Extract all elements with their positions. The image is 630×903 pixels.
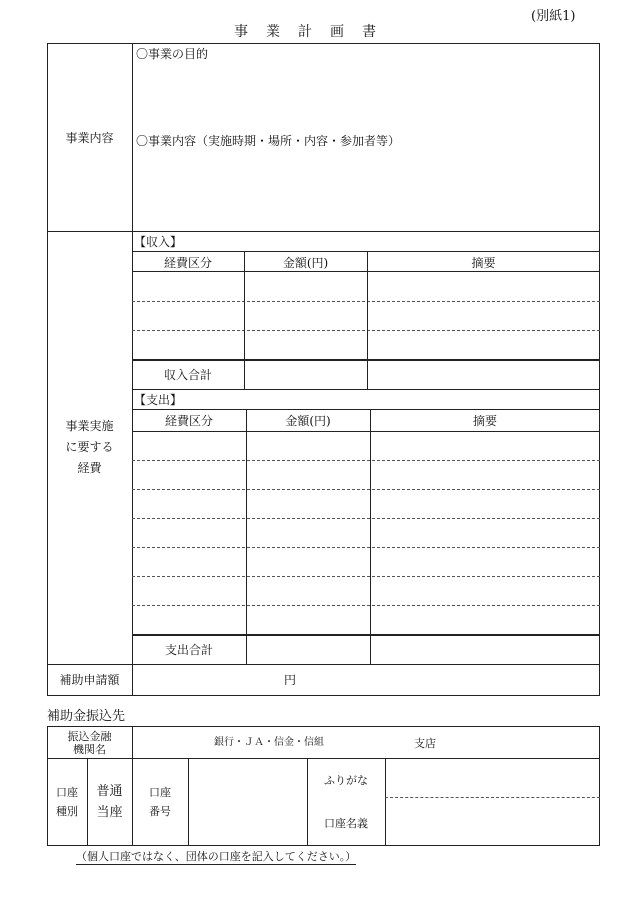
subsidy-label: 補助申請額 <box>59 673 120 687</box>
account-type-current[interactable]: 当座 <box>96 805 123 820</box>
expenditure-category-cells[interactable] <box>133 432 245 633</box>
expenditure-col-amount: 金額(円) <box>285 414 331 428</box>
branch-label: 支店 <box>414 737 436 750</box>
footnote: （個人口座ではなく、団体の口座を記入してください。） <box>76 850 357 863</box>
expenditure-total-amount[interactable] <box>247 636 369 663</box>
expenditure-heading: 【支出】 <box>134 393 183 407</box>
details-heading: 〇事業内容（実施時期・場所・内容・参加者等） <box>136 134 401 148</box>
bank-name-input[interactable] <box>133 727 213 757</box>
income-col-category: 経費区分 <box>163 256 212 270</box>
account-name-label: 口座名義 <box>324 817 368 830</box>
expenditure-col-remarks: 摘要 <box>472 414 497 428</box>
expenditure-total-label: 支出合計 <box>164 643 213 657</box>
income-col-amount: 金額(円) <box>282 256 329 270</box>
subsidy-unit: 円 <box>284 673 297 687</box>
expense-label-line-1: 事業実施 <box>65 419 114 433</box>
account-number-input[interactable] <box>189 759 306 845</box>
subsidy-amount-input[interactable] <box>133 665 283 695</box>
expense-label-line-3: 経費 <box>77 461 102 475</box>
furigana-label: ふりがな <box>324 774 368 787</box>
income-amount-cells[interactable] <box>245 272 366 358</box>
purpose-heading: 〇事業の目的 <box>136 47 209 61</box>
annex-label: (別紙1) <box>531 9 576 24</box>
page-title: 事 業 計 画 書 <box>234 24 378 40</box>
furigana-input[interactable] <box>386 759 599 796</box>
income-total-label: 収入合計 <box>163 368 212 382</box>
expenditure-amount-cells[interactable] <box>247 432 369 633</box>
account-type-label-line-1: 口座 <box>56 786 78 799</box>
account-number-label-line-1: 口座 <box>149 786 171 799</box>
branch-name-input[interactable] <box>330 727 412 757</box>
account-number-label-line-2: 番号 <box>149 805 171 818</box>
content-section-label: 事業内容 <box>65 131 114 145</box>
income-heading: 【収入】 <box>134 235 183 249</box>
expense-label-line-2: に要する <box>65 440 114 454</box>
income-remarks-cells[interactable] <box>368 272 599 358</box>
account-name-input[interactable] <box>386 798 599 845</box>
income-col-remarks: 摘要 <box>471 256 496 270</box>
details-input-area[interactable] <box>136 152 596 228</box>
expenditure-col-category: 経費区分 <box>164 414 213 428</box>
institution-label-line-2: 機関名 <box>73 743 106 756</box>
bank-heading: 補助金振込先 <box>47 709 126 724</box>
purpose-input-area[interactable] <box>136 64 596 134</box>
income-category-cells[interactable] <box>133 272 243 358</box>
account-type-label-line-2: 種別 <box>56 805 78 818</box>
income-total-amount[interactable] <box>245 361 366 388</box>
account-type-ordinary[interactable]: 普通 <box>96 784 123 799</box>
institution-label-line-1: 振込金融 <box>67 730 112 743</box>
expenditure-remarks-cells[interactable] <box>371 432 599 633</box>
institution-types: 銀行・ＪＡ・信金・信組 <box>214 737 324 748</box>
